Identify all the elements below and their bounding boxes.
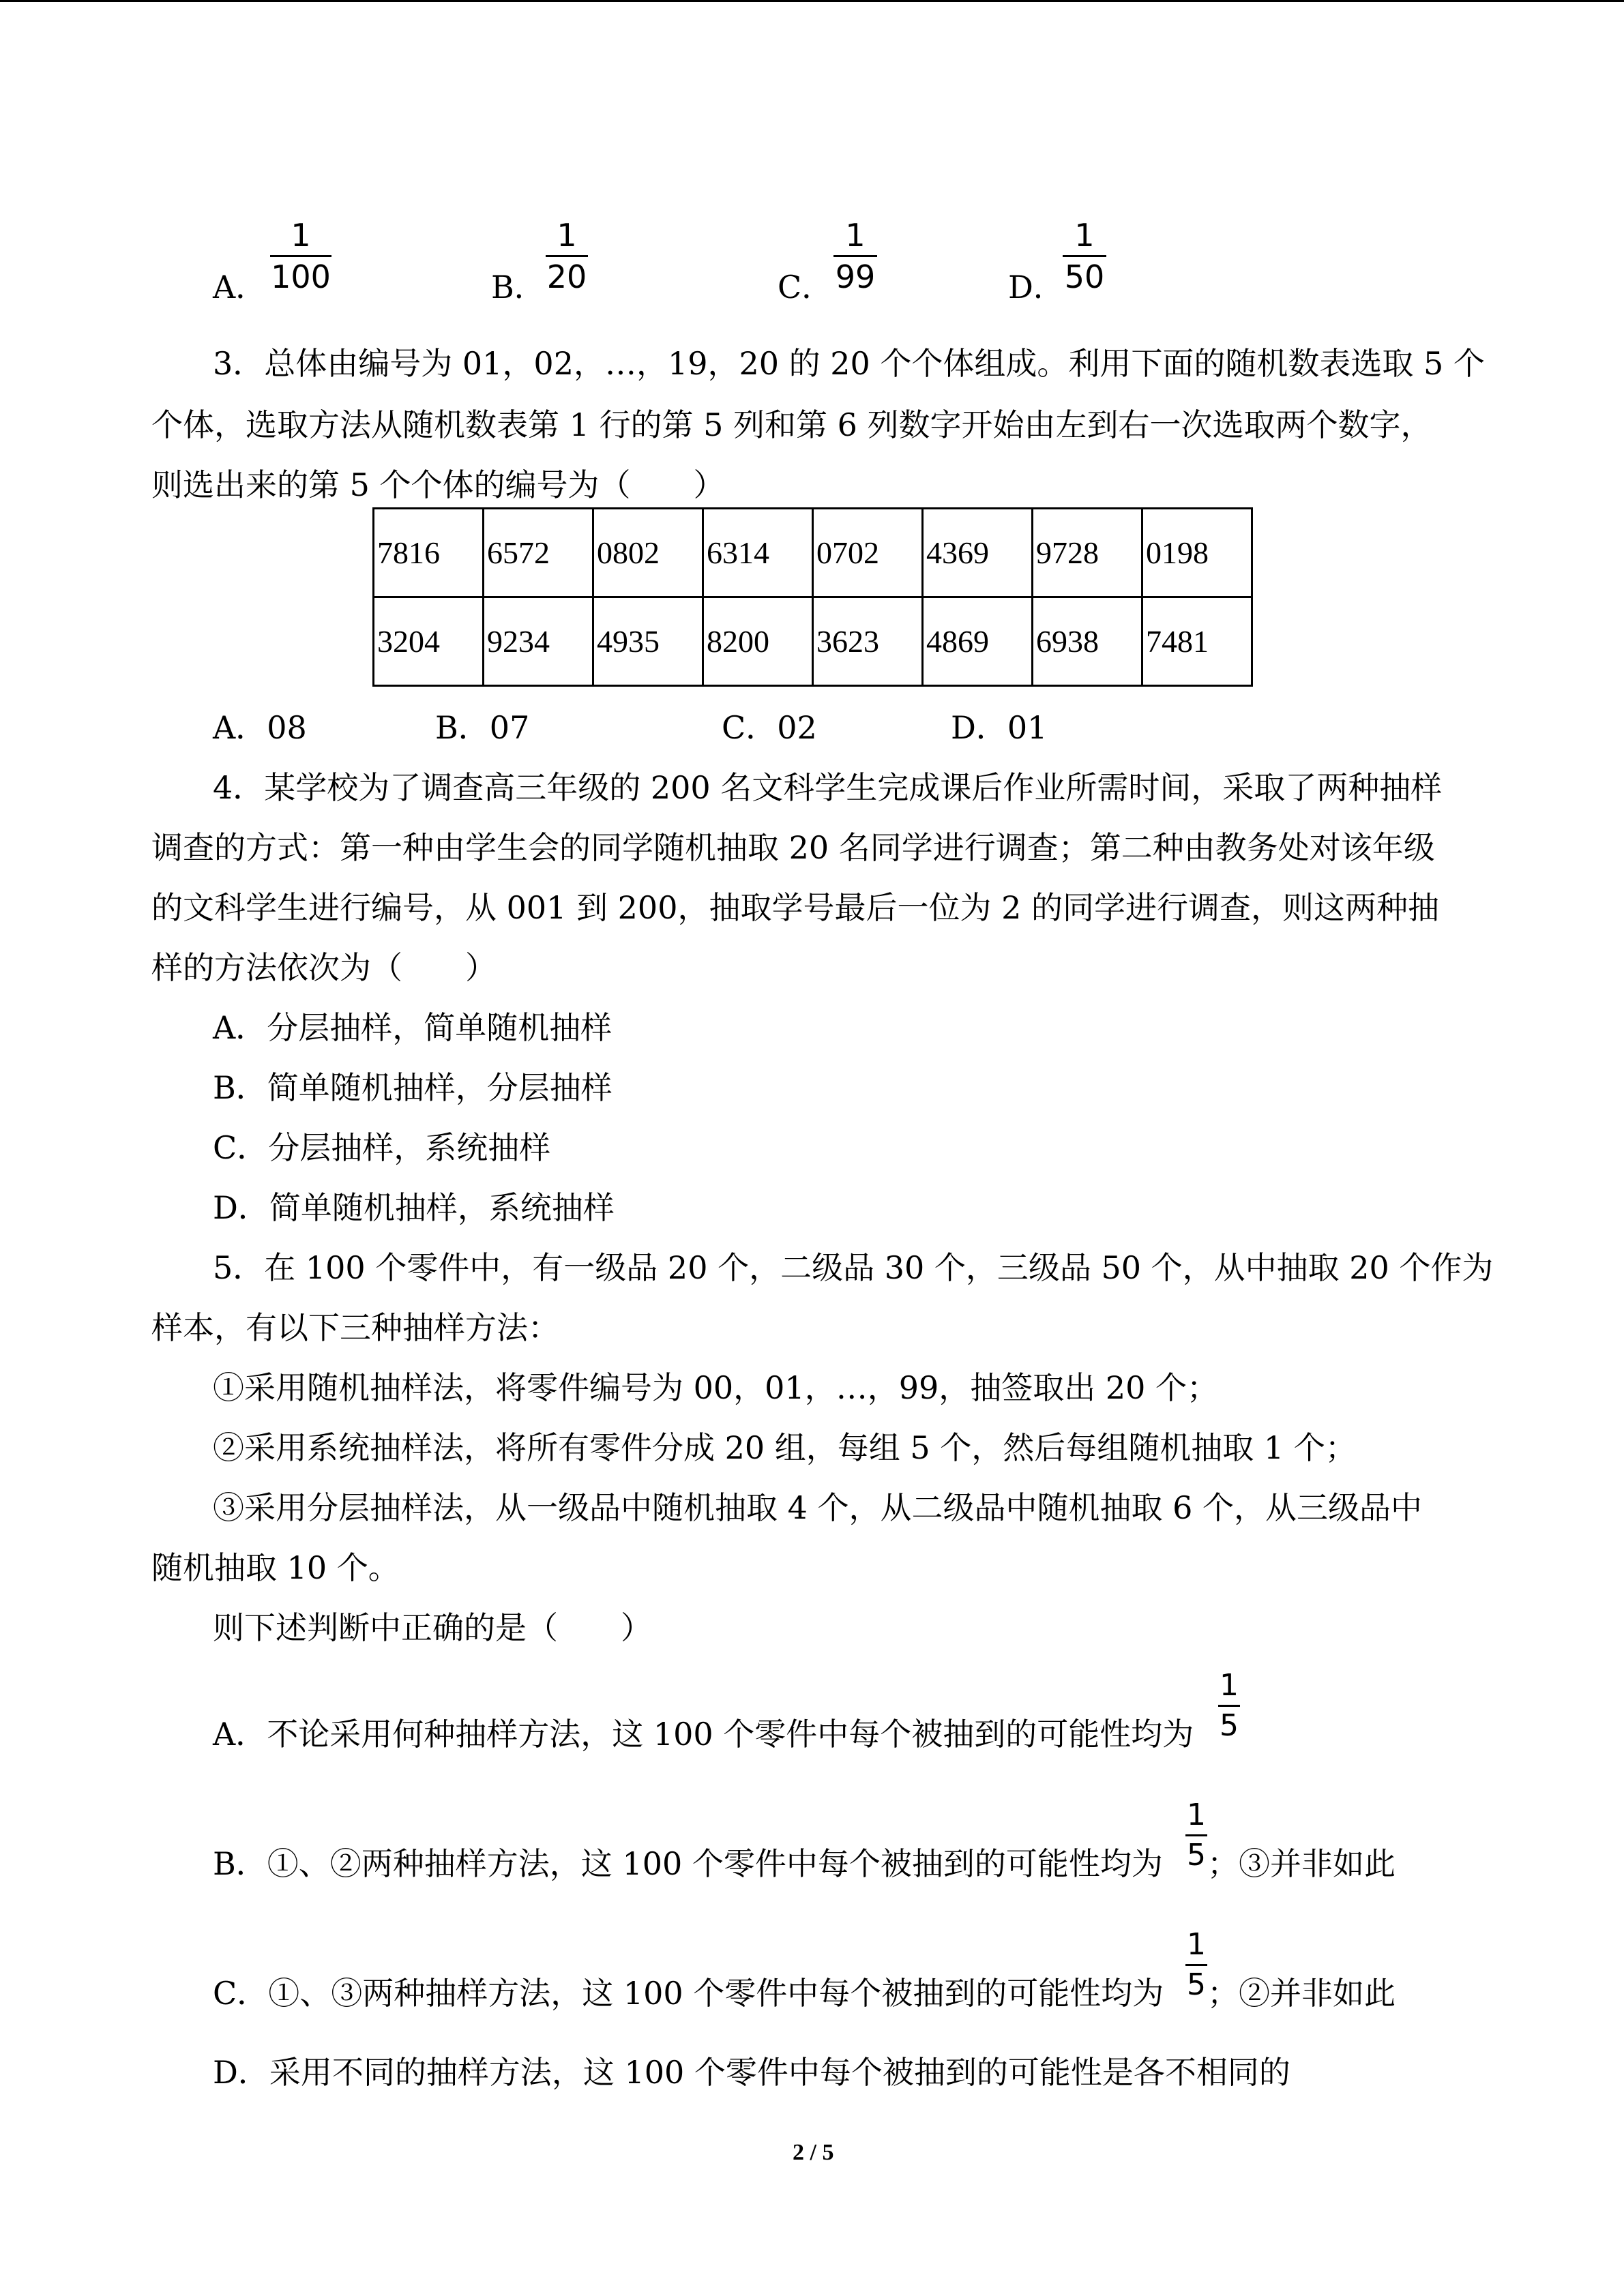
page-number: 2 / 5 (793, 2140, 834, 2165)
top-border (0, 0, 1624, 2)
table-cell: 3623 (813, 597, 923, 686)
denominator: 50 (1064, 258, 1105, 295)
q4-option-c: C．分层抽样，系统抽样 (213, 1129, 551, 1166)
table-cell: 0702 (813, 509, 923, 597)
table-cell: 0802 (593, 509, 703, 597)
q4-line-1: 4．某学校为了调查高三年级的 200 名文科学生完成课后作业所需时间，采取了两种抽样 (213, 769, 1443, 806)
q4-option-a: A．分层抽样，简单随机抽样 (213, 1009, 612, 1046)
table-cell: 0198 (1142, 509, 1252, 597)
denominator: 100 (271, 258, 331, 295)
q5-option-a: A．不论采用何种抽样方法，这 100 个零件中每个被抽到的可能性均为 (213, 1716, 1194, 1753)
q4-option-d: D．简单随机抽样，系统抽样 (213, 1189, 615, 1226)
q5-method-3-line-1: ③采用分层抽样法，从一级品中随机抽取 4 个，从二级品中随机抽取 6 个，从三级品中 (213, 1489, 1423, 1526)
q5-option-b: B．①、②两种抽样方法，这 100 个零件中每个被抽到的可能性均为 (213, 1845, 1163, 1882)
numerator: 1 (1220, 1668, 1239, 1703)
denominator: 5 (1187, 1838, 1206, 1873)
q5-method-1: ①采用随机抽样法，将零件编号为 00，01，…，99，抽签取出 20 个； (213, 1369, 1218, 1406)
table-cell: 4869 (923, 597, 1033, 686)
q5-option-b-fraction (1185, 1798, 1207, 1873)
q3-line-3: 则选出来的第 5 个个体的编号为（ ） (151, 466, 725, 503)
q5-option-b-tail: ；③并非如此 (1207, 1845, 1396, 1882)
q3-line-1: 3．总体由编号为 01，02，…，19，20 的 20 个个体组成。利用下面的随机数表选取 5 个 (213, 345, 1485, 382)
q5-method-3-line-2: 随机抽取 10 个。 (151, 1549, 400, 1586)
numerator: 1 (1187, 1798, 1206, 1832)
denominator: 20 (546, 258, 587, 295)
q5-line-1: 5．在 100 个零件中，有一级品 20 个，二级品 30 个，三级品 50 个，从中抽取 20 个作为 (213, 1249, 1494, 1286)
q2-option-d-fraction (1063, 217, 1106, 295)
q3-option-a: A．08 (213, 709, 307, 746)
table-cell: 9234 (484, 597, 593, 686)
table-cell: 6314 (703, 509, 813, 597)
table-row (374, 597, 1252, 686)
q5-question: 则下述判断中正确的是（ ） (213, 1609, 652, 1646)
denominator: 5 (1187, 1967, 1206, 2002)
q4-line-4: 样的方法依次为（ ） (151, 949, 497, 986)
numerator: 1 (291, 217, 311, 254)
numerator: 1 (845, 217, 866, 254)
random-number-table (372, 507, 1253, 687)
q4-line-2: 调查的方式：第一种由学生会的同学随机抽取 20 名同学进行调查；第二种由教务处对该年级 (151, 829, 1435, 866)
q5-line-2: 样本，有以下三种抽样方法： (151, 1309, 559, 1346)
table-cell: 7816 (374, 509, 484, 597)
q2-option-d-label: D． (1008, 269, 1065, 305)
numerator: 1 (557, 217, 577, 254)
table-row (374, 509, 1252, 597)
q3-option-d: D．01 (951, 709, 1048, 746)
table-cell: 3204 (374, 597, 484, 686)
q5-option-d: D．采用不同的抽样方法，这 100 个零件中每个被抽到的可能性是各不相同的 (213, 2054, 1290, 2091)
table-cell: 6572 (484, 509, 593, 597)
q2-option-c-label: C． (778, 269, 833, 305)
q5-option-a-fraction (1218, 1668, 1240, 1743)
table-cell: 8200 (703, 597, 813, 686)
denominator: 99 (835, 258, 876, 295)
q5-option-c-fraction (1185, 1927, 1207, 2002)
q2-option-c-fraction (833, 217, 877, 295)
q5-option-c: C．①、③两种抽样方法，这 100 个零件中每个被抽到的可能性均为 (213, 1975, 1164, 2012)
denominator: 5 (1220, 1708, 1239, 1743)
table-cell: 9728 (1033, 509, 1142, 597)
numerator: 1 (1187, 1927, 1206, 1962)
q4-option-b: B．简单随机抽样，分层抽样 (213, 1069, 612, 1106)
table-cell: 7481 (1142, 597, 1252, 686)
q5-option-c-tail: ；②并非如此 (1207, 1975, 1396, 2012)
q2-option-a-label: A． (213, 269, 267, 305)
table-cell: 4369 (923, 509, 1033, 597)
table-cell: 6938 (1033, 597, 1142, 686)
table-cell: 4935 (593, 597, 703, 686)
q3-option-b: B．07 (435, 709, 530, 746)
q2-option-a-fraction (270, 217, 331, 295)
numerator: 1 (1074, 217, 1095, 254)
q3-option-c: C．02 (722, 709, 817, 746)
q2-option-b-fraction (546, 217, 588, 295)
q5-method-2: ②采用系统抽样法，将所有零件分成 20 组，每组 5 个，然后每组随机抽取 1 个； (213, 1429, 1357, 1466)
q4-line-3: 的文科学生进行编号，从 001 到 200，抽取学号最后一位为 2 的同学进行调查，则这两种抽 (151, 889, 1439, 926)
q2-option-b-label: B． (491, 269, 546, 305)
q3-line-2: 个体，选取方法从随机数表第 1 行的第 5 列和第 6 列数字开始由左到右一次选取两个数字， (151, 406, 1432, 443)
